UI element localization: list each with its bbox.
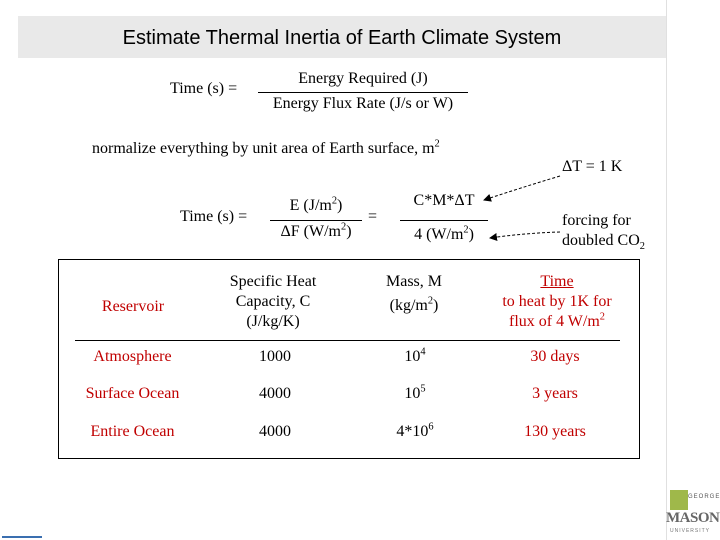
bottom-left-mark (0, 532, 48, 540)
eq2-denominator-left: ΔF $(W/m^2)$ (280, 221, 352, 240)
row-atmosphere-mass: $10^4$ (404, 346, 426, 365)
eq1-lhs: Time (s) = (170, 80, 238, 97)
normalize-note: normalize everything by unit area of Earth surface, $m^2$ (92, 138, 440, 157)
delta-t-annotation: ΔT = 1 K (562, 158, 623, 175)
header-reservoir: Reservoir (101, 298, 165, 315)
row-entire-ocean-heat: 4000 (259, 423, 291, 440)
university-logo (664, 490, 720, 540)
row-atmosphere-time: 30 days (530, 348, 580, 365)
slide-title: Estimate Thermal Inertia of Earth Climate System (122, 27, 562, 49)
row-entire-ocean-reservoir: Entire Ocean (90, 423, 175, 440)
header-mass: Mass, M $(kg/m^2)$ (385, 273, 442, 314)
row-entire-ocean-time: 130 years (524, 423, 586, 440)
eq1-denominator: Energy Flux Rate (J/s or W) (272, 95, 454, 112)
forcing-annotation-line2: doubled $CO_2$ (562, 232, 645, 253)
forcing-annotation-line1: forcing for (562, 212, 631, 229)
row-surface-ocean-heat: 4000 (259, 385, 291, 402)
row-atmosphere-heat: 1000 (259, 348, 291, 365)
row-atmosphere-reservoir: Atmosphere (93, 348, 172, 365)
row-surface-ocean-mass: $10^5$ (404, 383, 426, 402)
logo-main-text: MASON (666, 510, 720, 526)
logo-bottom-text: UNIVERSITY (670, 528, 711, 534)
header-heat-capacity: Specific Heat Capacity, C (J/kg/K) (229, 273, 317, 330)
table-header-rule (75, 340, 620, 341)
row-surface-ocean-time: 3 years (532, 385, 578, 402)
logo-top-text: GEORGE (688, 494, 720, 500)
forcing-arrow (490, 232, 560, 238)
row-surface-ocean-reservoir: Surface Ocean (85, 385, 180, 402)
header-time: Time to heat by 1K for flux of 4 $W/m^2$ (502, 273, 612, 330)
eq2-numerator-left: E $(J/m^2)$ (289, 195, 343, 214)
row-entire-ocean-mass: $4*10^6$ (396, 421, 434, 440)
eq1-numerator: Energy Required (J) (298, 70, 428, 87)
eq2-lhs: Time (s) = (180, 208, 248, 225)
eq2-numerator-right: C*M*ΔT (413, 192, 475, 209)
eq2-equals: = (368, 208, 378, 225)
delta-t-arrow (484, 176, 560, 200)
eq2-denominator-right: 4 $(W/m^2)$ (414, 224, 474, 243)
logo-emblem (670, 490, 688, 510)
